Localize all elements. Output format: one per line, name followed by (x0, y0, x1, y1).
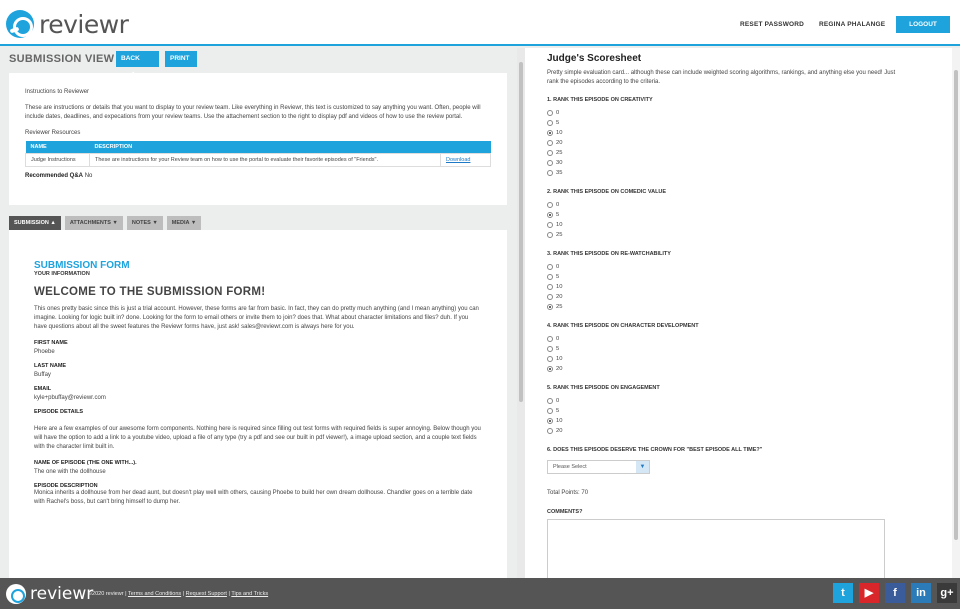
scoresheet-panel (525, 48, 960, 578)
radio-label: 5 (556, 408, 560, 414)
logout-button[interactable]: LOGOUT (896, 16, 950, 33)
radio-label: 25 (556, 232, 563, 238)
reviewr-logo[interactable] (6, 9, 128, 39)
left-scrollbar[interactable] (517, 48, 525, 578)
radio-option[interactable] (547, 118, 938, 128)
radio-option[interactable] (547, 334, 938, 344)
radio-label: 5 (556, 274, 560, 280)
radio-button[interactable] (547, 428, 553, 434)
scoresheet-intro: Pretty simple evaluation card... although these can include weighted scoring algorithms, rankings, and anything else you need! Just rank the episodes according to the criteria. (547, 70, 896, 85)
radio-label: 0 (556, 202, 560, 208)
radio-label: 0 (556, 110, 560, 116)
logo-text: reviewr (39, 9, 129, 39)
radio-button[interactable] (547, 120, 553, 126)
tab-attachments[interactable] (65, 216, 123, 230)
submission-form (9, 230, 507, 578)
radio-button[interactable] (547, 170, 553, 176)
tab-submission[interactable] (9, 216, 61, 230)
radio-button[interactable] (547, 264, 553, 270)
back-button[interactable] (116, 51, 159, 67)
chevron-down-icon: ▼ (152, 220, 158, 226)
episode-name-label: NAME OF EPISODE (THE ONE WITH...). (34, 460, 137, 466)
twitter-icon[interactable]: t (833, 583, 853, 603)
radio-option[interactable] (547, 200, 938, 210)
scoresheet-questions (547, 97, 938, 436)
footer-logo-icon (6, 584, 26, 604)
question-label: 3. RANK THIS EPISODE ON RE-WATCHABILITY (547, 251, 671, 257)
radio-option[interactable] (547, 262, 938, 272)
question-label: 5. RANK THIS EPISODE ON ENGAGEMENT (547, 385, 660, 391)
first-name-value: Phoebe (34, 349, 55, 355)
radio-button[interactable] (547, 212, 553, 218)
radio-option[interactable] (547, 426, 938, 436)
radio-option[interactable] (547, 302, 938, 312)
back-label: BACK (121, 55, 140, 62)
episode-name-value: The one with the dollhouse (34, 469, 106, 475)
chevron-down-icon: ▼ (112, 220, 118, 226)
radio-option[interactable] (547, 364, 938, 374)
right-scrollbar[interactable] (952, 48, 960, 578)
radio-button[interactable] (547, 336, 553, 342)
footer (0, 578, 960, 609)
resources-header-description: DESCRIPTION (90, 141, 491, 154)
tips-link[interactable]: Tips and Tricks (231, 591, 269, 597)
radio-button[interactable] (547, 110, 553, 116)
radio-option[interactable] (547, 158, 938, 168)
radio-option[interactable] (547, 138, 938, 148)
radio-option[interactable] (547, 210, 938, 220)
radio-button[interactable] (547, 408, 553, 414)
question-label: 1. RANK THIS EPISODE ON CREATIVITY (547, 97, 653, 103)
form-heading: SUBMISSION FORM (34, 260, 130, 271)
instructions-body: These are instructions or details that you want to display to your review team. Like everything in Reviewr, this text is customized to say anything you want. Often, people will include dates, deadlines, and expecations from your review teams. Use the attachement section to the right to display pdf and videos of how to use the review portal. (25, 105, 481, 120)
reset-password-link[interactable]: RESET PASSWORD (740, 21, 805, 28)
radio-button[interactable] (547, 160, 553, 166)
question-label: 2. RANK THIS EPISODE ON COMEDIC VALUE (547, 189, 667, 195)
radio-option[interactable] (547, 354, 938, 364)
submission-tabs (9, 216, 201, 230)
radio-option[interactable] (547, 128, 938, 138)
radio-option[interactable] (547, 416, 938, 426)
resources-title: Reviewer Resources (25, 130, 81, 136)
radio-option[interactable] (547, 108, 938, 118)
table-row (26, 154, 491, 167)
radio-group (547, 396, 938, 436)
crown-select-value: Please Select (553, 464, 587, 470)
radio-label: 20 (556, 140, 563, 146)
radio-group (547, 334, 938, 374)
episode-description-label: EPISODE DESCRIPTION (34, 483, 98, 489)
download-link[interactable]: Download (446, 157, 471, 163)
total-points: Total Points: 70 (547, 490, 589, 496)
radio-label: 5 (556, 212, 560, 218)
radio-option[interactable] (547, 272, 938, 282)
resources-header-name: NAME (26, 141, 90, 154)
footer-links: ©2020 reviewr | Terms and Conditions | Request Support | Tips and Tricks (88, 591, 269, 597)
radio-label: 20 (556, 294, 563, 300)
resources-table (25, 141, 491, 167)
youtube-icon[interactable]: ▶ (859, 583, 879, 603)
google-plus-icon[interactable]: g+ (937, 583, 957, 603)
radio-label: 5 (556, 346, 560, 352)
radio-option[interactable] (547, 396, 938, 406)
radio-label: 0 (556, 336, 560, 342)
radio-button[interactable] (547, 346, 553, 352)
dropdown-arrow-icon: ▼ (636, 461, 649, 473)
radio-option[interactable] (547, 168, 938, 178)
radio-group (547, 108, 938, 178)
recommended-label: Recommended Q&A (25, 173, 84, 179)
resource-name: Judge Instructions (26, 154, 90, 167)
radio-label: 10 (556, 418, 563, 424)
welcome-heading: WELCOME TO THE SUBMISSION FORM! (34, 286, 266, 298)
radio-label: 0 (556, 264, 560, 270)
tab-attachments-label: ATTACHMENTS (69, 220, 111, 226)
radio-label: 25 (556, 150, 563, 156)
radio-button[interactable] (547, 232, 553, 238)
radio-option[interactable] (547, 406, 938, 416)
comments-label: COMMENTS? (547, 509, 583, 515)
right-scrollbar-thumb[interactable] (954, 70, 958, 540)
radio-label: 10 (556, 130, 563, 136)
instructions-title: Instructions to Reviewer (25, 89, 90, 95)
radio-option[interactable] (547, 220, 938, 230)
radio-button[interactable] (547, 284, 553, 290)
episode-details-label: EPISODE DETAILS (34, 409, 84, 415)
resource-description: These are instructions for your Review team on how to use the portal to evaluate their favorite episodes of "Friends". (90, 154, 441, 167)
copyright: ©2020 reviewr (88, 591, 124, 597)
chevron-down-icon: ▼ (190, 220, 197, 226)
form-subheading: YOUR INFORMATION (34, 271, 90, 277)
radio-label: 25 (556, 304, 563, 310)
radio-option[interactable] (547, 292, 938, 302)
radio-label: 20 (556, 428, 563, 434)
radio-group (547, 200, 938, 240)
last-name-label: LAST NAME (34, 363, 67, 369)
episode-details-text: Here are a few examples of our awesome form components. Nothing here is required since filling out test forms with required fields is super annoying. Below though you will have the option to add a link to a youtube video, upload a file of any type (try a pdf and see our built in pdf viewer!), a image upload section, and a couple text fields with the character limit built in. (34, 426, 481, 450)
radio-button[interactable] (547, 366, 553, 372)
radio-button[interactable] (547, 356, 553, 362)
question-label: 4. RANK THIS EPISODE ON CHARACTER DEVELOPMENT (547, 323, 699, 329)
radio-button[interactable] (547, 418, 553, 424)
radio-option[interactable] (547, 344, 938, 354)
email-label: EMAIL (34, 386, 52, 392)
footer-logo-text: reviewr (30, 584, 94, 604)
tab-submission-label: SUBMISSION (14, 220, 49, 226)
radio-button[interactable] (547, 398, 553, 404)
crown-select[interactable] (547, 460, 650, 474)
tab-notes-label: NOTES (131, 220, 151, 226)
left-scrollbar-thumb[interactable] (519, 62, 523, 402)
radio-option[interactable] (547, 230, 938, 240)
radio-button[interactable] (547, 140, 553, 146)
submission-panel (0, 48, 517, 578)
radio-button[interactable] (547, 222, 553, 228)
radio-group (547, 262, 938, 312)
form-intro: This ones pretty basic since this is just a trial account. However, these forms are far from basic. In fact, they can do pretty much anything (and I mean anything) you can imagine. Looking for logic built in? done. Looking for the form to email others or invite them to join? does that. What about character limitations and files? duh. If you have questions about all the sweet features the Reviewr forms have, just ask! sales@reviewr.com is always here for you. (34, 306, 479, 330)
radio-label: 10 (556, 284, 563, 290)
support-link[interactable]: Request Support (185, 591, 227, 597)
radio-label: 5 (556, 120, 560, 126)
radio-label: 35 (556, 170, 563, 176)
tab-media-label: MEDIA (171, 220, 190, 226)
last-name-value: Buffay (34, 372, 51, 378)
scoresheet-title: Judge's Scoresheet (547, 53, 642, 64)
comments-textarea[interactable] (547, 519, 885, 578)
print-button[interactable]: PRINT (165, 51, 197, 67)
page-title: SUBMISSION VIEW (9, 53, 115, 65)
user-name-link[interactable]: REGINA PHALANGE (819, 21, 886, 28)
radio-label: 10 (556, 222, 563, 228)
email-value: kyle+pbuffay@reviewr.com (34, 395, 106, 401)
radio-button[interactable] (547, 274, 553, 280)
reviewr-logo-icon (6, 10, 34, 38)
radio-label: 30 (556, 160, 563, 166)
radio-label: 0 (556, 398, 560, 404)
radio-option[interactable] (547, 148, 938, 158)
instructions-card (9, 73, 507, 205)
linkedin-icon[interactable]: in (911, 583, 931, 603)
facebook-icon[interactable]: f (885, 583, 905, 603)
first-name-label: FIRST NAME (34, 340, 68, 346)
tab-notes[interactable] (127, 216, 163, 230)
top-header (0, 0, 960, 46)
recommended-value: No (84, 173, 93, 179)
question-crown: 6. DOES THIS EPISODE DESERVE THE CROWN FOR "BEST EPISODE ALL TIME?" (547, 447, 763, 453)
chevron-up-icon: ▲ (50, 220, 56, 226)
radio-label: 10 (556, 356, 563, 362)
radio-button[interactable] (547, 304, 553, 310)
radio-button[interactable] (547, 130, 553, 136)
footer-logo[interactable] (6, 584, 93, 604)
episode-description-value: Monica inherits a dollhouse from her dead aunt, but doesn't play well with others, causing Phoebe to build her own dream dollhouse. Chandler goes on a terrible date with Rachel's boss, but can't bring himself to dump her. (34, 490, 473, 505)
terms-link[interactable]: Terms and Conditions (127, 591, 182, 597)
tab-media[interactable] (167, 216, 202, 230)
radio-button[interactable] (547, 150, 553, 156)
radio-option[interactable] (547, 282, 938, 292)
radio-label: 20 (556, 366, 563, 372)
radio-button[interactable] (547, 294, 553, 300)
radio-button[interactable] (547, 202, 553, 208)
